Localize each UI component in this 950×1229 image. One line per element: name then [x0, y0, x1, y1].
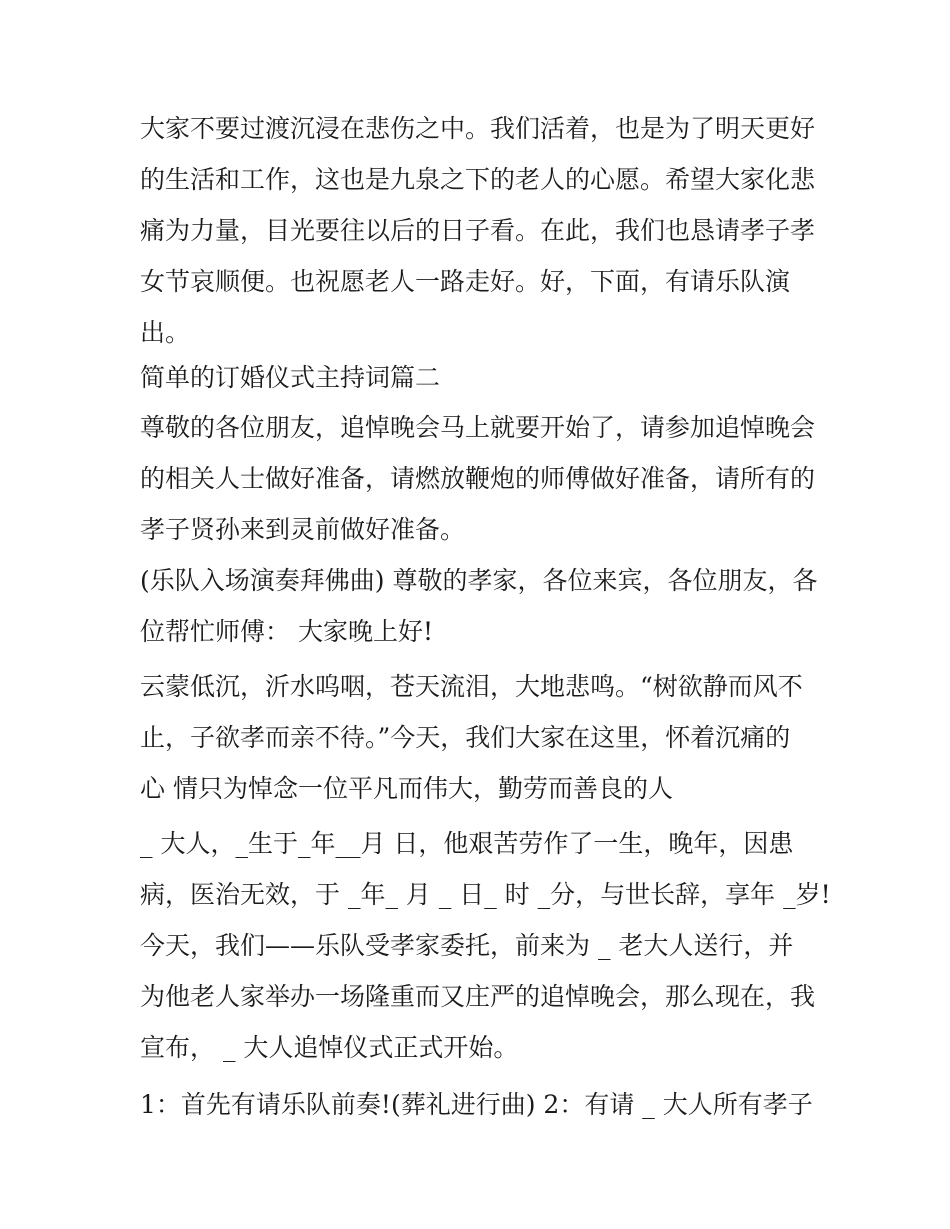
text-line: 云蒙低沉，沂水呜咽，苍天流泪，大地悲鸣。“树欲静而风不	[140, 672, 803, 701]
text-line: 病，医治无效，于 _年_ 月 _ 日_ 时 _分，与世长辞，享年 _岁!	[140, 880, 831, 909]
text-line: 今天，我们——乐队受孝家委托，前来为 _ 老大人送行，并	[140, 931, 794, 960]
text-line: 宣布， _ 大人追悼仪式正式开始。	[140, 1033, 519, 1062]
text-line: 孝子贤孙来到灵前做好准备。	[140, 515, 466, 544]
text-line: 出。	[140, 318, 191, 347]
section-heading: 简单的订婚仪式主持词篇二	[140, 363, 441, 392]
document-body	[140, 103, 831, 1130]
text-line: 痛为力量，目光要往以后的日子看。在此，我们也恳请孝子孝	[140, 216, 816, 245]
text-line: 心 情只为悼念一位平凡而伟大，勤劳而善良的人	[140, 774, 673, 803]
text-line: 女节哀顺便。也祝愿老人一路走好。好，下面，有请乐队演	[140, 267, 791, 296]
text-line: (乐队入场演奏拜佛曲) 尊敬的孝家，各位来宾，各位朋友，各	[140, 566, 818, 595]
text-line: 的相关人士做好准备，请燃放鞭炮的师傅做好准备，请所有的	[140, 464, 816, 493]
text-line: 位帮忙师傅： 大家晚上好!	[140, 617, 433, 646]
text-line: 尊敬的各位朋友，追悼晚会马上就要开始了，请参加追悼晚会	[140, 413, 816, 442]
text-line: 1：首先有请乐队前奏!(葬礼进行曲) 2：有请 _ 大人所有孝子	[140, 1090, 813, 1119]
text-line: 为他老人家举办一场隆重而又庄严的追悼晚会，那么现在，我	[140, 982, 816, 1011]
text-line: 止，子欲孝而亲不待。”今天，我们大家在这里，怀着沉痛的	[140, 723, 791, 752]
text-line: 的生活和工作，这也是九泉之下的老人的心愿。希望大家化悲	[140, 165, 816, 194]
text-line: 大家不要过渡沉浸在悲伤之中。我们活着，也是为了明天更好	[140, 114, 816, 143]
text-line: _ 大人，_生于_年__月 日，他艰苦劳作了一生，晚年，因患	[140, 829, 794, 858]
